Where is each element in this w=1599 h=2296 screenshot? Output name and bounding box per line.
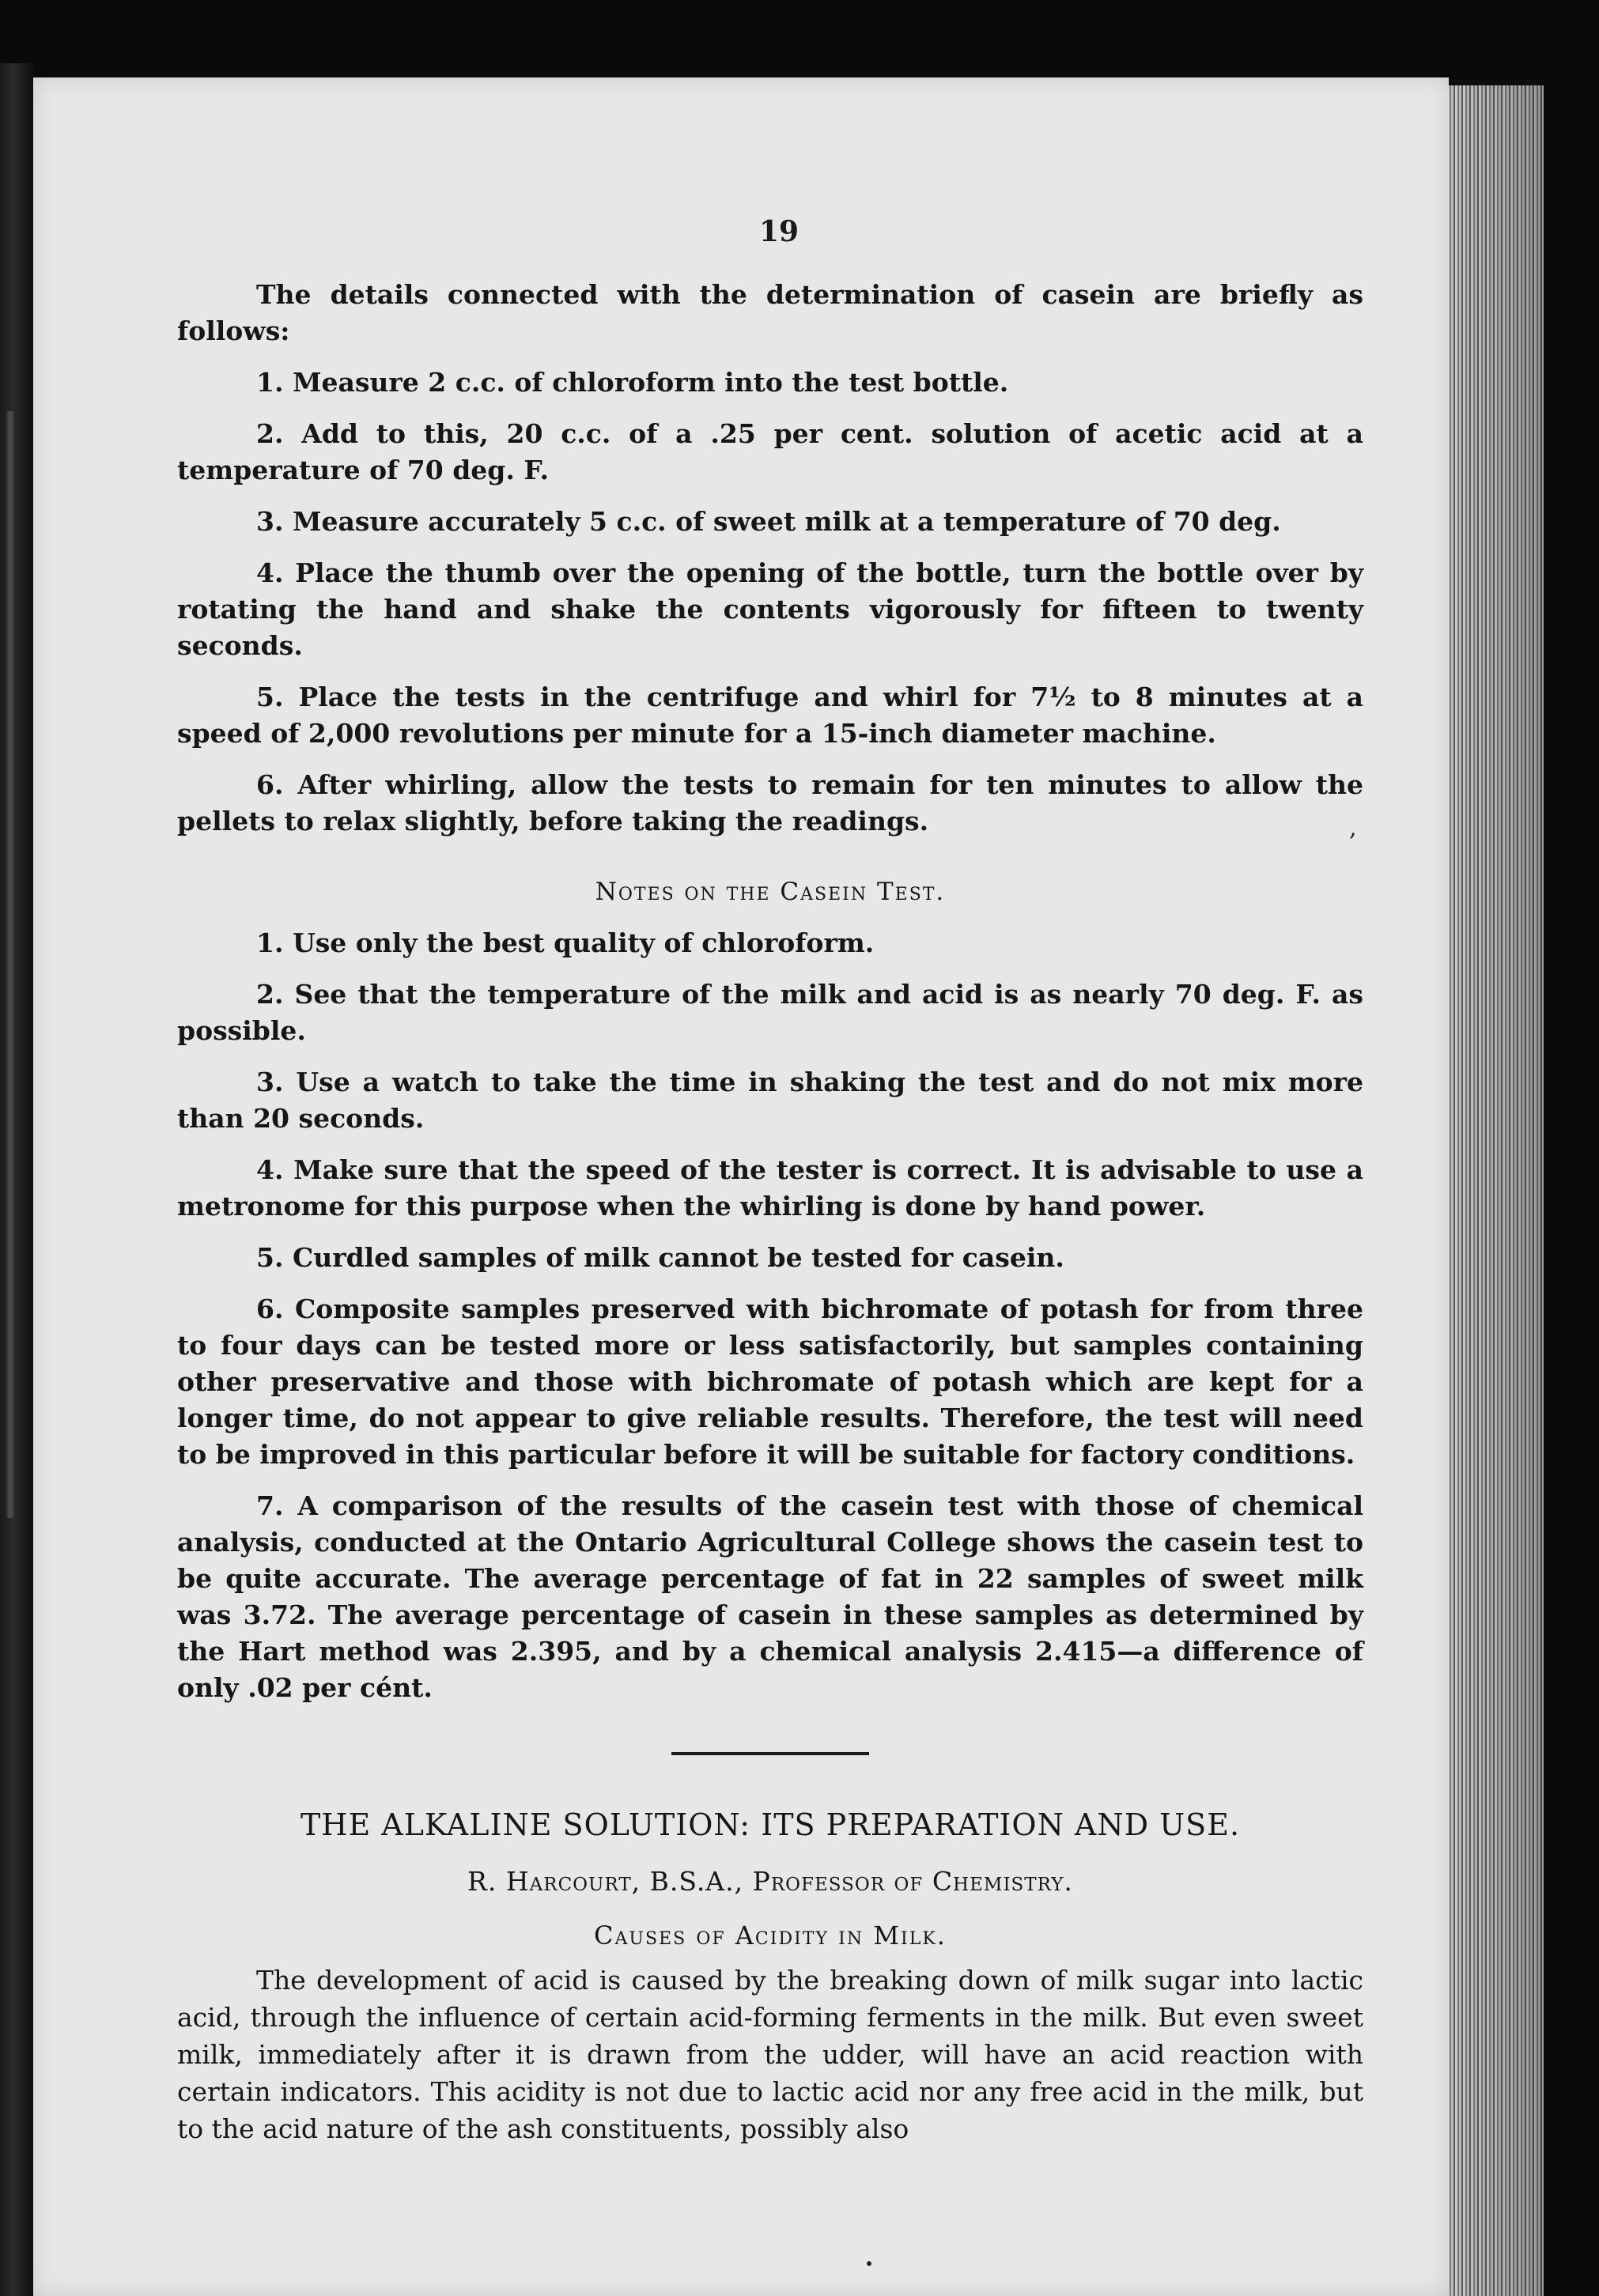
book-spine-left [0, 63, 33, 2296]
step-3: 3. Measure accurately 5 c.c. of sweet milk at a temperature of 70 deg. [256, 506, 1281, 537]
note-4: 4. Make sure that the speed of the tester is correct. It is advisable to use a metronome for this purpose when the whirling is done by hand power. [177, 1154, 1363, 1222]
note-3: 3. Use a watch to take the time in shaking the test and do not mix more than 20 seconds. [177, 1067, 1363, 1134]
subheading: Causes of Acidity in Milk. [594, 1920, 947, 1950]
note-1: 1. Use only the best quality of chloroform. [256, 927, 875, 958]
stray-dot [867, 2261, 871, 2266]
note-2: 2. See that the temperature of the milk and acid is as nearly 70 deg. F. as possible. [177, 979, 1363, 1046]
step-2: 2. Add to this, 20 c.c. of a .25 per cent. solution of acetic acid at a temperature of 70 deg. F. [177, 418, 1363, 485]
spine-highlight [6, 411, 14, 1518]
section-divider [671, 1752, 869, 1755]
note-7: 7. A comparison of the results of the casein test with those of chemical analysis, conducted at the Ontario Agricultural College shows the casein test to be quite accurate. The average percentage of fat in 22 samples of sweet milk was 3.72. The average percentage of casein in these samples as determined by the Hart method was 2.395, and by a chemical analysis 2.415—a difference of only .02 per cént. [177, 1490, 1363, 1703]
note-6: 6. Composite samples preserved with bichromate of potash for from three to four days can be tested more or less satisfactorily, but samples containing other preservative and those with bichromate of potash which are kept for a longer time, do not appear to give reliable results. Therefore, the test will need to be improved in this particular before it will be suitable for factory conditions. [177, 1293, 1363, 1470]
note-5: 5. Curdled samples of milk cannot be tested for casein. [256, 1242, 1064, 1273]
page-body [177, 277, 1363, 2162]
author-byline: R. Harcourt, B.S.A., Professor of Chemistry. [467, 1866, 1073, 1897]
right-dark-margin [1544, 0, 1599, 2296]
step-6: 6. After whirling, allow the tests to remain for ten minutes to allow the pellets to relax slightly, before taking the readings. [177, 769, 1363, 836]
top-dark-margin [0, 0, 1599, 79]
page-number: 19 [759, 215, 800, 248]
notes-heading: Notes on the Casein Test. [595, 878, 946, 906]
step-1: 1. Measure 2 c.c. of chloroform into the test bottle. [256, 367, 1009, 398]
closing-paragraph: The development of acid is caused by the breaking down of milk sugar into lactic acid, through the influence of certain acid-forming ferments in the milk. But even sweet milk, immediately after it is drawn from the udder, will have an acid reaction with certain indicators. This acidity is not due to lactic acid nor any free acid in the milk, but to the acid nature of the ash constituents, possibly also [177, 1965, 1363, 2144]
section-title: THE ALKALINE SOLUTION: ITS PREPARATION AND USE. [300, 1807, 1241, 1842]
intro-paragraph: The details connected with the determination of casein are briefly as follows: [177, 279, 1363, 346]
page-edges-shadow [1447, 85, 1544, 2296]
step-4: 4. Place the thumb over the opening of the bottle, turn the bottle over by rotating the hand and shake the contents vigorously for fifteen to twenty seconds. [177, 557, 1363, 661]
stray-mark: , [1349, 814, 1357, 842]
step-5: 5. Place the tests in the centrifuge and whirl for 7½ to 8 minutes at a speed of 2,000 revolutions per minute for a 15-inch diameter machine. [177, 682, 1363, 749]
